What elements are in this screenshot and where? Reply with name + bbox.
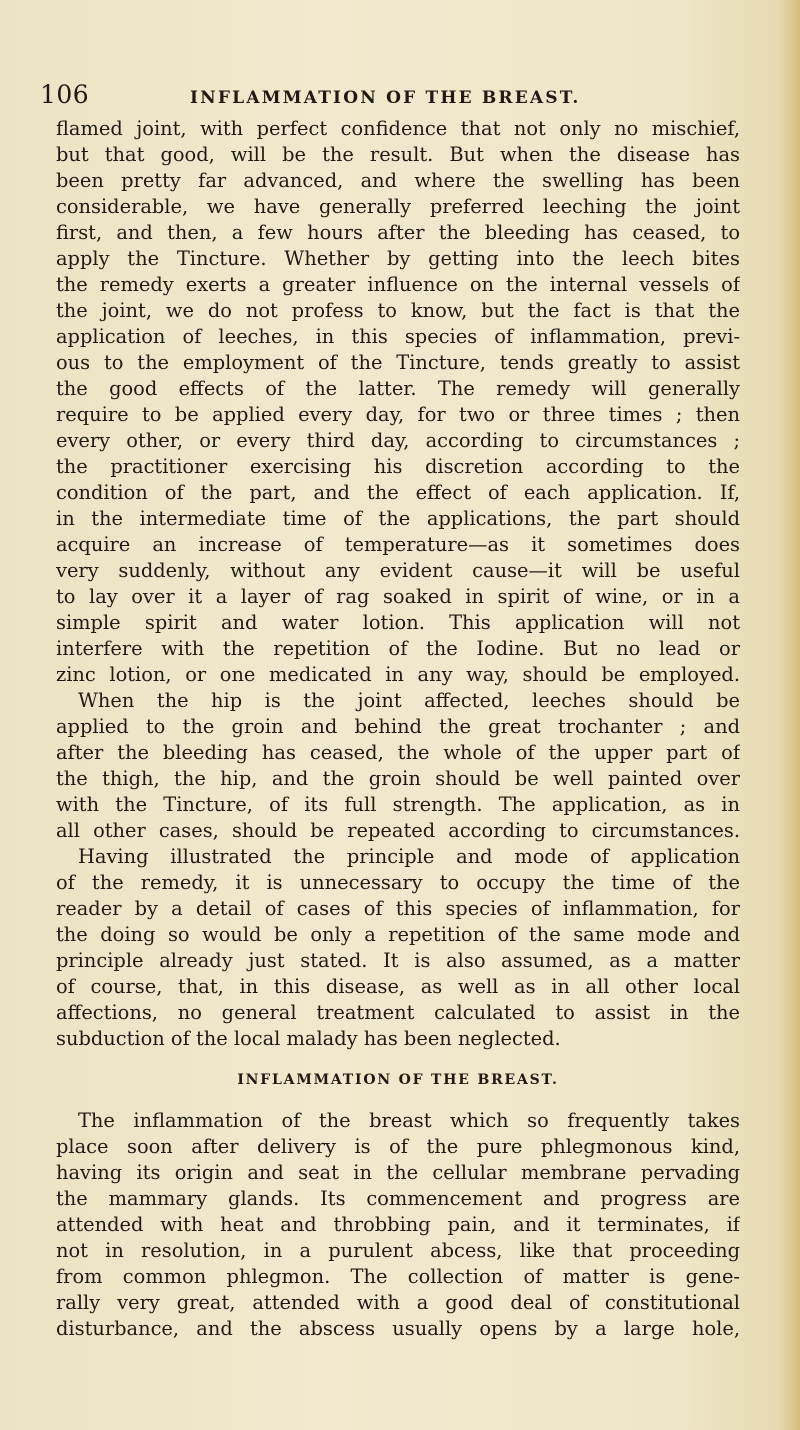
text-line: reader by a detail of cases of this species of inflammation, for (56, 897, 740, 920)
text-line: rally very great, attended with a good deal of constitutional (56, 1291, 740, 1314)
section-heading: INFLAMMATION OF THE BREAST. (237, 1072, 559, 1088)
text-line: the thigh, the hip, and the groin should be well painted over (56, 767, 740, 790)
text-line: Having illustrated the principle and mode of application (78, 845, 740, 868)
text-line: considerable, we have generally preferred leeching the joint (56, 195, 740, 218)
text-line: require to be applied every day, for two or three times ; then (56, 403, 740, 426)
text-line: principle already just stated. It is also assumed, as a matter (56, 949, 740, 972)
page-header (40, 80, 760, 112)
text-line: all other cases, should be repeated according to circumstances. (56, 819, 740, 842)
text-line: been pretty far advanced, and where the swelling has been (56, 169, 740, 192)
body-text (56, 116, 740, 1342)
text-line: but that good, will be the result. But when the disease has (56, 143, 740, 166)
text-line: subduction of the local malady has been neglected. (56, 1027, 561, 1050)
text-line: flamed joint, with perfect confidence that not only no mischief, (56, 117, 740, 140)
text-line: the doing so would be only a repetition of the same mode and (56, 923, 740, 946)
text-line: place soon after delivery is of the pure phlegmonous kind, (56, 1135, 740, 1158)
text-line: affections, no general treatment calculated to assist in the (56, 1001, 740, 1024)
text-line: from common phlegmon. The collection of matter is gene- (56, 1265, 740, 1288)
text-line: condition of the part, and the effect of each application. If, (56, 481, 740, 504)
text-line: in the intermediate time of the applications, the part should (56, 507, 740, 530)
text-line: very suddenly, without any evident cause—it will be useful (56, 559, 740, 582)
text-line: the joint, we do not profess to know, but the fact is that the (56, 299, 740, 322)
text-line: of course, that, in this disease, as well as in all other local (56, 975, 740, 998)
text-line: having its origin and seat in the cellular membrane pervading (56, 1161, 740, 1184)
page-edge-shadow (778, 0, 800, 1430)
text-line: the mammary glands. Its commencement and progress are (56, 1187, 740, 1210)
text-line: not in resolution, in a purulent abcess, like that proceeding (56, 1239, 740, 1262)
text-line: after the bleeding has ceased, the whole of the upper part of (56, 741, 740, 764)
text-line: first, and then, a few hours after the bleeding has ceased, to (56, 221, 740, 244)
text-line: to lay over it a layer of rag soaked in spirit of wine, or in a (56, 585, 740, 608)
text-line: attended with heat and throbbing pain, and it terminates, if (56, 1213, 740, 1236)
text-line: of the remedy, it is unnecessary to occupy the time of the (56, 871, 740, 894)
running-head: INFLAMMATION OF THE BREAST. (190, 88, 581, 108)
text-line: application of leeches, in this species of inflammation, previ- (56, 325, 740, 348)
text-line: the practitioner exercising his discretion according to the (56, 455, 740, 478)
text-line: disturbance, and the abscess usually opens by a large hole, (56, 1317, 740, 1340)
text-line: with the Tincture, of its full strength. The application, as in (56, 793, 740, 816)
page-number: 106 (40, 80, 90, 109)
text-line: the remedy exerts a greater influence on the internal vessels of (56, 273, 740, 296)
text-line: the good effects of the latter. The remedy will generally (56, 377, 740, 400)
text-line: The inflammation of the breast which so frequently takes (78, 1109, 740, 1132)
text-line: applied to the groin and behind the great trochanter ; and (56, 715, 740, 738)
text-line: zinc lotion, or one medicated in any way, should be employed. (56, 663, 740, 686)
text-line: simple spirit and water lotion. This application will not (56, 611, 740, 634)
text-line: ous to the employment of the Tincture, tends greatly to assist (56, 351, 740, 374)
text-line: When the hip is the joint affected, leeches should be (78, 689, 740, 712)
text-line: every other, or every third day, according to circumstances ; (56, 429, 740, 452)
text-line: acquire an increase of temperature—as it sometimes does (56, 533, 740, 556)
text-line: apply the Tincture. Whether by getting into the leech bites (56, 247, 740, 270)
text-line: interfere with the repetition of the Iodine. But no lead or (56, 637, 740, 660)
